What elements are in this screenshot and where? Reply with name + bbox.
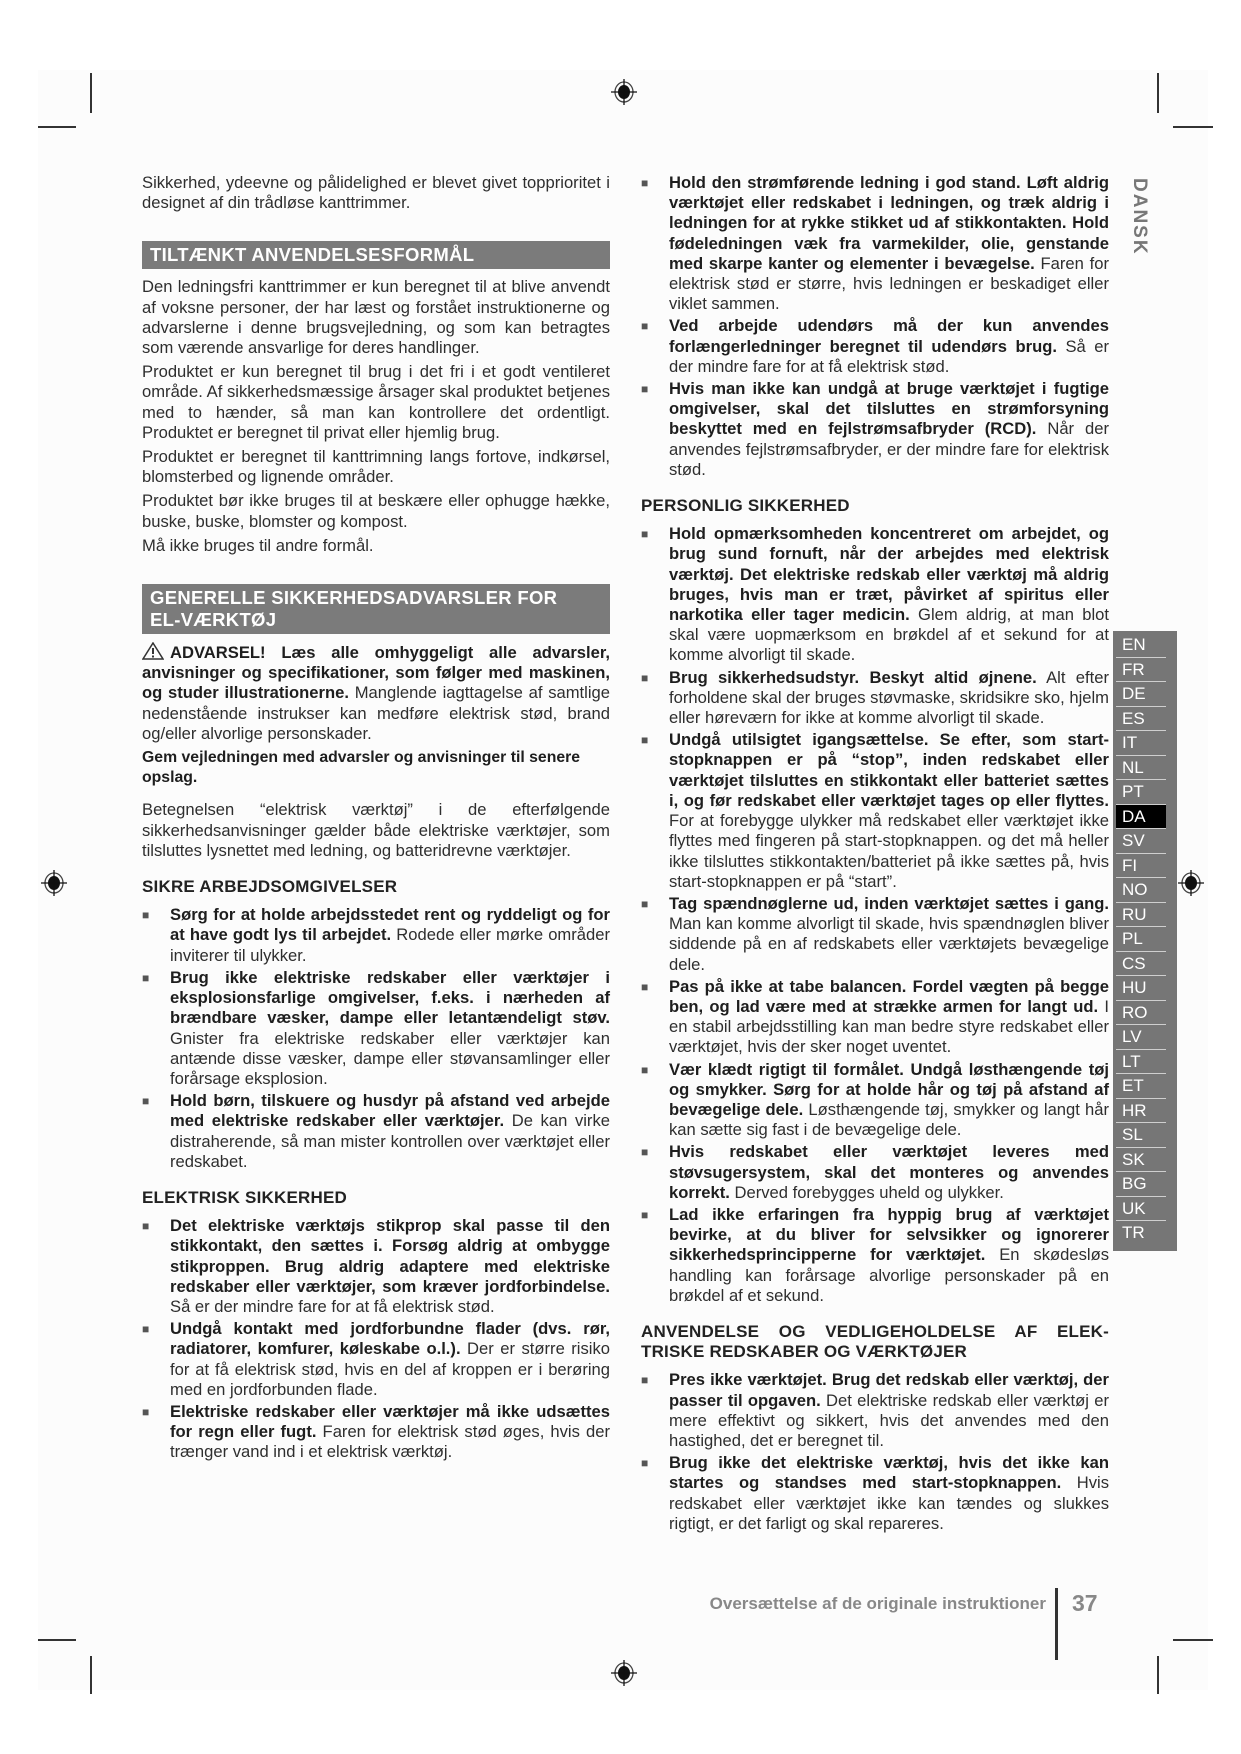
footer-divider xyxy=(1055,1588,1058,1660)
language-tab-fi[interactable]: FI xyxy=(1116,854,1166,879)
crop-mark xyxy=(1173,126,1213,128)
list-item-text: Når der anvendes fejlstrømsafbryder, er der mindre fare for elektrisk stød. xyxy=(669,419,1109,479)
list-item xyxy=(641,1060,1109,1141)
list-item-text: Løsthængende tøj, smykker og langt hår kan sætte sig fast i de bevægelige dele. xyxy=(669,1099,1109,1140)
list-item xyxy=(641,379,1109,480)
bullet-icon: ■ xyxy=(641,319,649,334)
list-item-text: I en stabil arbejdsstilling kan man bedre styre redskabet eller værktøjet, hvis der sker noget uventet. xyxy=(669,996,1109,1057)
bullet-icon: ■ xyxy=(641,670,649,685)
bullet-icon: ■ xyxy=(142,1404,150,1419)
list-item-bold: Undgå kontakt med jordforbundne flader (dvs. rør, radiatorer, komfurer, køleskabe o.l.). xyxy=(170,1319,610,1359)
language-tab-no[interactable]: NO xyxy=(1116,878,1166,903)
list-item-text: Det elektriske redskab eller værktøj er mere effektivt og sikkert, hvis det anvendes med den hastighed, det er beregnet til. xyxy=(669,1390,1109,1450)
crop-mark xyxy=(1173,1639,1213,1641)
crop-mark xyxy=(38,126,76,128)
list-item-text: Faren for elektrisk stød øges, hvis der trænger vand ind i et elektrisk værktøj. xyxy=(170,1422,610,1462)
list-item-text: Gnister fra elektriske redskaber eller værktøjer kan antænde disse væsker, dampe eller støvansamlinger eller forårsage eksplosion. xyxy=(170,1028,610,1088)
list-item-bold: Vær klædt rigtigt til formålet. Undgå løsthængende tøj og smykker. Sørg for at holde hår og tøj på afstand af bevægelige dele. xyxy=(669,1059,1109,1119)
list-item-text: Hvis redskabet eller værktøjet ikke kan tændes og slukkes rigtigt, er det farligt og skal repareres. xyxy=(669,1473,1110,1533)
language-tab-sl[interactable]: SL xyxy=(1116,1123,1166,1148)
bullet-icon: ■ xyxy=(641,1145,649,1160)
language-tabs xyxy=(1113,631,1177,1251)
language-tab-ru[interactable]: RU xyxy=(1116,903,1166,928)
crop-mark xyxy=(1157,73,1159,113)
list-item xyxy=(142,1402,610,1463)
list-item xyxy=(641,668,1109,729)
language-tab-fr[interactable]: FR xyxy=(1116,658,1166,683)
bullet-icon: ■ xyxy=(142,1094,150,1109)
list-item-text: Glem aldrig, at man blot skal være uopmærksom en brøkdel af et sekund for at komme alvorligt til skade. xyxy=(669,605,1110,665)
list-item-bold: Hold opmærksomheden koncentreret om arbejdet, og brug sund fornuft, når der arbejdes med elektrisk værktøj. Det elektriske redskab eller værktøj må aldrig bruges, hvis man er træt, påvirket af spiritus eller narkotika eller tager medicin. xyxy=(669,524,1109,625)
language-tab-pt[interactable]: PT xyxy=(1116,780,1166,805)
crop-mark xyxy=(38,1639,76,1641)
language-label: DANSK xyxy=(1129,178,1150,256)
list-item-bold: Tag spændnøglerne ud, inden værktøjet sættes i gang. xyxy=(669,893,1109,913)
section-heading-intended-use: TILTÆNKT ANVENDELSESFORMÅL xyxy=(142,241,610,269)
bullet-icon: ■ xyxy=(641,382,649,397)
list-item xyxy=(142,1216,610,1317)
footer-text: Oversættelse af de originale instruktioner xyxy=(709,1594,1046,1613)
save-note xyxy=(142,748,610,788)
language-tab-pl[interactable]: PL xyxy=(1116,927,1166,952)
bullet-icon: ■ xyxy=(142,1322,150,1337)
language-tab-uk[interactable]: UK xyxy=(1116,1197,1166,1222)
section-heading-electrical: ELEKTRISK SIKKERHED xyxy=(142,1187,347,1207)
language-tab-ro[interactable]: RO xyxy=(1116,1001,1166,1026)
list-item-text: Så er der mindre fare for at få elektrisk stød. xyxy=(669,336,1109,376)
language-tab-es[interactable]: ES xyxy=(1116,707,1166,732)
list-item-bold: Brug ikke elektriske redskaber eller værktøjer i eksplosionsfarlige omgivelser, f.eks. i nærheden af brændbare væsker, dampe eller letantændeligt støv. xyxy=(170,967,610,1028)
list-item xyxy=(641,894,1109,975)
bullet-icon: ■ xyxy=(641,1062,649,1077)
registration-mark-icon xyxy=(611,1660,637,1686)
list-item-bold: Hold børn, tilskuere og husdyr på afstand ved arbejde med elektriske redskaber eller værktøjer. xyxy=(170,1091,610,1131)
paragraph: Produktet er kun beregnet til brug i det fri i et godt ventileret område. Af sikkerhedsmæssige årsager skal produktet betjenes med to hænder, så man kan kontrollere det ordentligt. Produktet er beregnet til privat eller hjemlig brug. xyxy=(142,362,610,442)
language-tab-hu[interactable]: HU xyxy=(1116,976,1166,1001)
section-heading-general-warnings: GENERELLE SIKKERHEDSADVARSLER FOR EL-VÆRKTØJ xyxy=(142,584,610,634)
list-item-text: De kan virke distraherende, så man mister kontrollen over værktøjet eller redskabet. xyxy=(170,1111,610,1171)
page-number: 37 xyxy=(1072,1590,1098,1616)
list-item-text: En skødesløs handling kan forårsage alvorlige personskader på en brøkdel af et sekund. xyxy=(669,1245,1109,1305)
language-tab-et[interactable]: ET xyxy=(1116,1074,1166,1099)
list-item xyxy=(142,905,610,966)
language-tab-lv[interactable]: LV xyxy=(1116,1025,1166,1050)
section-heading-work-area: SIKRE ARBEJDSOMGIVELSER xyxy=(142,877,398,897)
left-column xyxy=(142,173,610,1465)
list-item-bold: Brug sikkerhedsudstyr. Beskyt altid øjnene. xyxy=(669,667,1037,687)
language-tab-sk[interactable]: SK xyxy=(1116,1148,1166,1173)
paragraph: Produktet bør ikke bruges til at beskære eller ophugge hække, buske, buske, blomster og kompost. xyxy=(142,491,610,531)
save-note-text: Gem vejledningen med advarsler og anvisninger til senere opslag. xyxy=(142,749,581,787)
list-item-bold: Hvis redskabet eller værktøjet leveres med støvsugersystem, skal det monteres og anvendes korrekt. xyxy=(669,1142,1109,1202)
list-item xyxy=(641,524,1109,665)
list-item-bold: Ved arbejde udendørs må der kun anvendes forlængerledninger beregnet til udendørs brug. xyxy=(669,316,1109,356)
bullet-icon: ■ xyxy=(142,908,150,923)
list-item-text: Faren for elektrisk stød er større, hvis ledningen er beskadiget eller viklet sammen. xyxy=(669,253,1109,314)
crop-mark xyxy=(90,73,92,113)
bullet-icon: ■ xyxy=(142,1219,150,1234)
language-tab-tr[interactable]: TR xyxy=(1122,1223,1145,1242)
list-item xyxy=(641,1142,1109,1203)
list-item-bold: Sørg for at holde arbejdsstedet rent og ryddeligt og for at have godt lys til arbejdet. xyxy=(170,905,610,945)
registration-mark-icon xyxy=(611,79,637,105)
list-item-text: Der er større risiko for at få elektrisk stød, hvis en del af kroppen er i berøring med en jordforbunden flade. xyxy=(170,1339,610,1399)
intro-paragraph: Sikkerhed, ydeevne og pålidelighed er blevet givet topprioritet i designet af din trådløse kanttrimmer. xyxy=(142,173,610,213)
warning-paragraph xyxy=(142,642,610,744)
language-tab-lt[interactable]: LT xyxy=(1116,1050,1166,1075)
list-item-bold: Hvis man ikke kan undgå at bruge værktøjet i fugtige omgivelser, skal det tilsluttes en strømforsyning beskyttet med en fejlstrømsafbryder (RCD). xyxy=(669,379,1109,439)
bullet-icon: ■ xyxy=(641,1207,649,1222)
crop-mark xyxy=(90,1656,92,1694)
list-item-bold: Hold den strømførende ledning i god stand. Løft aldrig værktøjet eller redskabet i ledningen, og træk aldrig i ledningen for at rykke stikket ud af stikkontakten. Hold fødeledningen væk fra varmekilder, olie, genstande med skarpe kanter og elementer i bevægelse. xyxy=(669,173,1109,273)
list-item-bold: Elektriske redskaber eller værktøjer må ikke udsættes for regn eller fugt. xyxy=(170,1401,610,1442)
list-item xyxy=(641,977,1109,1058)
list-item xyxy=(142,1091,610,1172)
list-item-text: Man kan komme alvorligt til skade, hvis spændnøglen bliver siddende på en af redskabets eller værktøjets bevægelige dele. xyxy=(669,914,1109,974)
registration-mark-icon xyxy=(41,870,67,896)
list-item xyxy=(641,1453,1109,1534)
list-item-text: For at forebygge ulykker må redskabet eller værktøjet ikke flyttes med fingeren på start-stopknappen. og det må heller ikke tilsluttes stikkontakten/batteriet på ikke sættes på, hvis start-stopknappen er på “start”. xyxy=(669,811,1109,891)
paragraph: Produktet er beregnet til kanttrimning langs fortove, indkørsel, blomsterbed og lignende områder. xyxy=(142,447,610,487)
paragraph: Må ikke bruges til andre formål. xyxy=(142,535,374,555)
list-item xyxy=(641,1205,1109,1306)
language-tab-da[interactable]: DA xyxy=(1116,805,1166,830)
bullet-icon: ■ xyxy=(641,1373,649,1388)
list-item-bold: Pres ikke værktøjet. Brug det redskab eller værktøj, der passer til opgaven. xyxy=(669,1370,1109,1410)
bullet-icon: ■ xyxy=(641,176,649,190)
language-tab-nl[interactable]: NL xyxy=(1116,756,1166,781)
list-item-bold: Brug ikke det elektriske værktøj, hvis det ikke kan startes og standses med start-stopknappen. xyxy=(669,1453,1109,1493)
bullet-icon: ■ xyxy=(142,970,150,985)
list-item-bold: Undgå utilsigtet igangsættelse. Se efter, som start-stopknappen er på “stop”, inden redskabet eller værktøjet tilsluttes en stikkontakt eller batteriet sættes i, og før redskabet eller værktøjet tages op eller flyttes. xyxy=(669,730,1109,810)
language-tab-cs[interactable]: CS xyxy=(1116,952,1166,977)
list-item xyxy=(142,1319,610,1400)
language-tab-sv[interactable]: SV xyxy=(1116,829,1166,854)
list-item-bold: Pas på ikke at tabe balancen. Fordel vægten på begge ben, og lad være med at strække armen for langt ud. xyxy=(669,976,1109,1016)
list-item-bold: Det elektriske værktøjs stikprop skal passe til den stikkontakt, den sættes i. Forsøg aldrig at ombygge stikproppen. Brug aldrig adaptere med elektriske redskaber eller værktøjer, som kræver jordforbindelse. xyxy=(170,1216,610,1296)
list-item xyxy=(641,173,1109,314)
section-heading-tool-use: ANVENDELSE OG VEDLIGEHOLDELSE AF ELEK-TRISKE REDSKABER OG VÆRKTØJER xyxy=(641,1321,1109,1362)
term-paragraph: Betegnelsen “elektrisk værktøj” i de efterfølgende sikkerhedsanvisninger gælder både elektriske værktøjer, som tilsluttes lysnettet med ledning, og batteridrevne værktøjer. xyxy=(142,800,610,860)
language-tab-de[interactable]: DE xyxy=(1116,682,1166,707)
bullet-icon: ■ xyxy=(641,896,649,911)
warning-bold-text: ADVARSEL! Læs alle omhyggeligt alle advarsler, anvisninger og specifikationer, som følger med maskinen, og studer illustrationerne. xyxy=(142,643,610,703)
list-item xyxy=(641,1370,1109,1451)
list-item-text: Rodede eller mørke områder inviterer til ulykker. xyxy=(170,925,610,965)
list-item-text: Alt efter forholdene skal der bruges støvmaske, skridsikre sko, hjelm eller høreværn for ikke at komme alvorligt til skade. xyxy=(669,667,1109,728)
warning-text: Manglende iagttagelse af samtlige nedenstående instrukser kan medføre elektrisk stød, brand og/eller alvorlige personskader. xyxy=(142,683,610,743)
list-item xyxy=(142,968,610,1089)
crop-mark xyxy=(1157,1656,1159,1694)
language-tab-hr[interactable]: HR xyxy=(1116,1099,1166,1124)
language-tab-bg[interactable]: BG xyxy=(1116,1172,1166,1197)
bullet-icon: ■ xyxy=(641,1456,649,1471)
list-item-bold: Lad ikke erfaringen fra hyppig brug af værktøjet bevirke, at du bliver for selvsikker og ignorerer sikkerhedsprincipperne for værktøjet. xyxy=(669,1204,1109,1265)
warning-triangle-icon xyxy=(142,642,164,660)
paragraph: Den ledningsfri kanttrimmer er kun beregnet til at blive anvendt af voksne personer, der har læst og forstået instruktionerne og advarslerne i denne brugsvejledning, og som kan betragtes som værende ansvarlige for deres handlinger. xyxy=(142,277,610,358)
bullet-icon: ■ xyxy=(641,733,649,748)
right-column xyxy=(641,173,1109,1536)
list-item-text: Derved forebygges uheld og ulykker. xyxy=(729,1182,1004,1202)
bullet-icon: ■ xyxy=(641,527,649,542)
list-item xyxy=(641,730,1109,892)
registration-mark-icon xyxy=(1178,870,1204,896)
list-item-text: Så er der mindre fare for at få elektrisk stød. xyxy=(170,1296,495,1316)
list-item xyxy=(641,316,1109,377)
section-heading-personal: PERSONLIG SIKKERHED xyxy=(641,496,850,516)
language-tab-it[interactable]: IT xyxy=(1116,731,1166,756)
bullet-icon: ■ xyxy=(641,979,649,994)
language-tab-en[interactable]: EN xyxy=(1116,633,1166,658)
